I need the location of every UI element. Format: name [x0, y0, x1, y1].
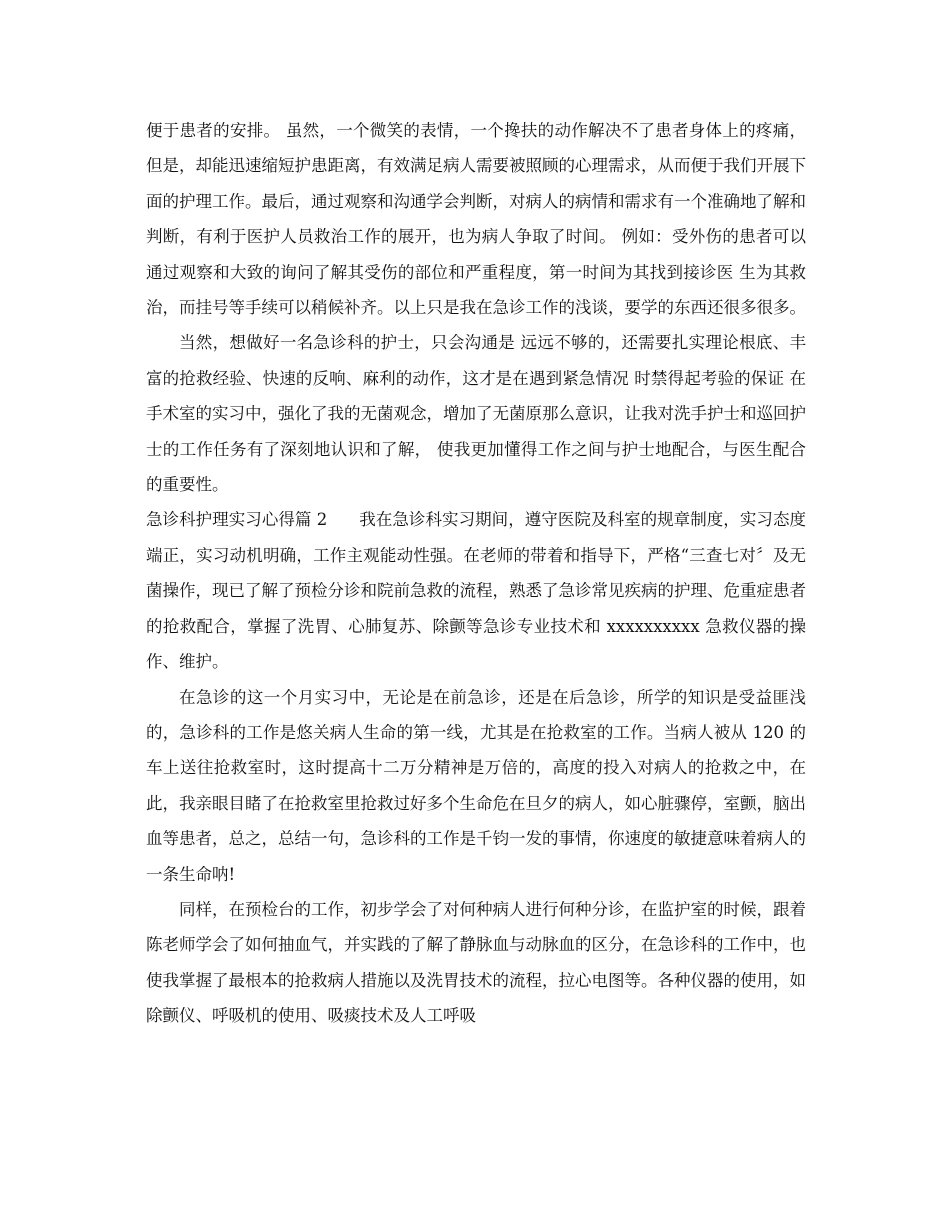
paragraph-2: 当然，想做好一名急诊科的护士，只会沟通是 远远不够的，还需要扎实理论根底、丰富的抢救经验、快速的反响、麻利的动作，这才是在遇到紧急情况 时禁得起考验的保证 在手术室的实习中，强化了我的无菌观念，增加了无菌原那么意识，让我对洗手护士和巡回护士的工作任务有了深刻地认识和了解， 使我更加懂得工作之间与护士地配合，与医生配合的重要性。 [146, 333, 806, 495]
paragraph-4: 在急诊的这一个月实习中，无论是在前急诊，还是在后急诊，所学的知识是受益匪浅的，急诊科的工作是悠关病人生命的第一线，尤其是在抢救室的工作。当病人被从 120 的车上送往抢救室时，这时提高十二万分精神是万倍的，高度的投入对病人的抢救之中，在此，我亲眼目睹了在抢救室里抢救过好多个生命危在旦夕的病人，如心脏骤停，室颤，脑出血等患者，总之，总结一句，急诊科的工作是千钧一发的事情，你速度的敏捷意味着病人的一条生命呐! [146, 687, 806, 884]
paragraph-3 [146, 502, 806, 679]
paragraph-3-text: 我在急诊科实习期间，遵守医院及科室的规章制度，实习态度端正，实习动机明确，工作主观能动性强。在老师的带着和指导下，严格“三查七对〞及无菌操作，现已了解了预检分诊和院前急救的流程，熟悉了急诊常见疾病的护理、危重症患者的抢救配合，掌握了洗胃、心肺复苏、除颤等急诊专业技术和 xxxxxxxxxx 急救仪器的操作、维护。 [146, 510, 806, 672]
section-heading: 急诊科护理实习心得篇 2 [146, 510, 328, 530]
paragraph-1: 便于患者的安排。 虽然，一个微笑的表情，一个搀扶的动作解决不了患者身体上的疼痛，但是，却能迅速缩短护患距离，有效满足病人需要被照顾的心理需求，从而便于我们开展下面的护理工作。最后，通过观察和沟通学会判断，对病人的病情和需求有一个准确地了解和判断，有利于医护人员救治工作的展开，也为病人争取了时间。 例如：受外伤的患者可以通过观察和大致的询问了解其受伤的部位和严重程度，第一时间为其找到接诊医 生为其救治，而挂号等手续可以稍候补齐。以上只是我在急诊工作的浅谈，要学的东西还很多很多。 [146, 121, 806, 318]
paragraph-5: 同样，在预检台的工作，初步学会了对何种病人进行何种分诊，在监护室的时候，跟着陈老师学会了如何抽血气，并实践的了解了静脉血与动脉血的区分，在急诊科的工作中，也使我掌握了最根本的抢救病人措施以及洗胃技术的流程，拉心电图等。各种仪器的使用，如除颤仪、呼吸机的使用、吸痰技术及人工呼吸 [146, 899, 806, 1026]
document-body [146, 113, 806, 1034]
